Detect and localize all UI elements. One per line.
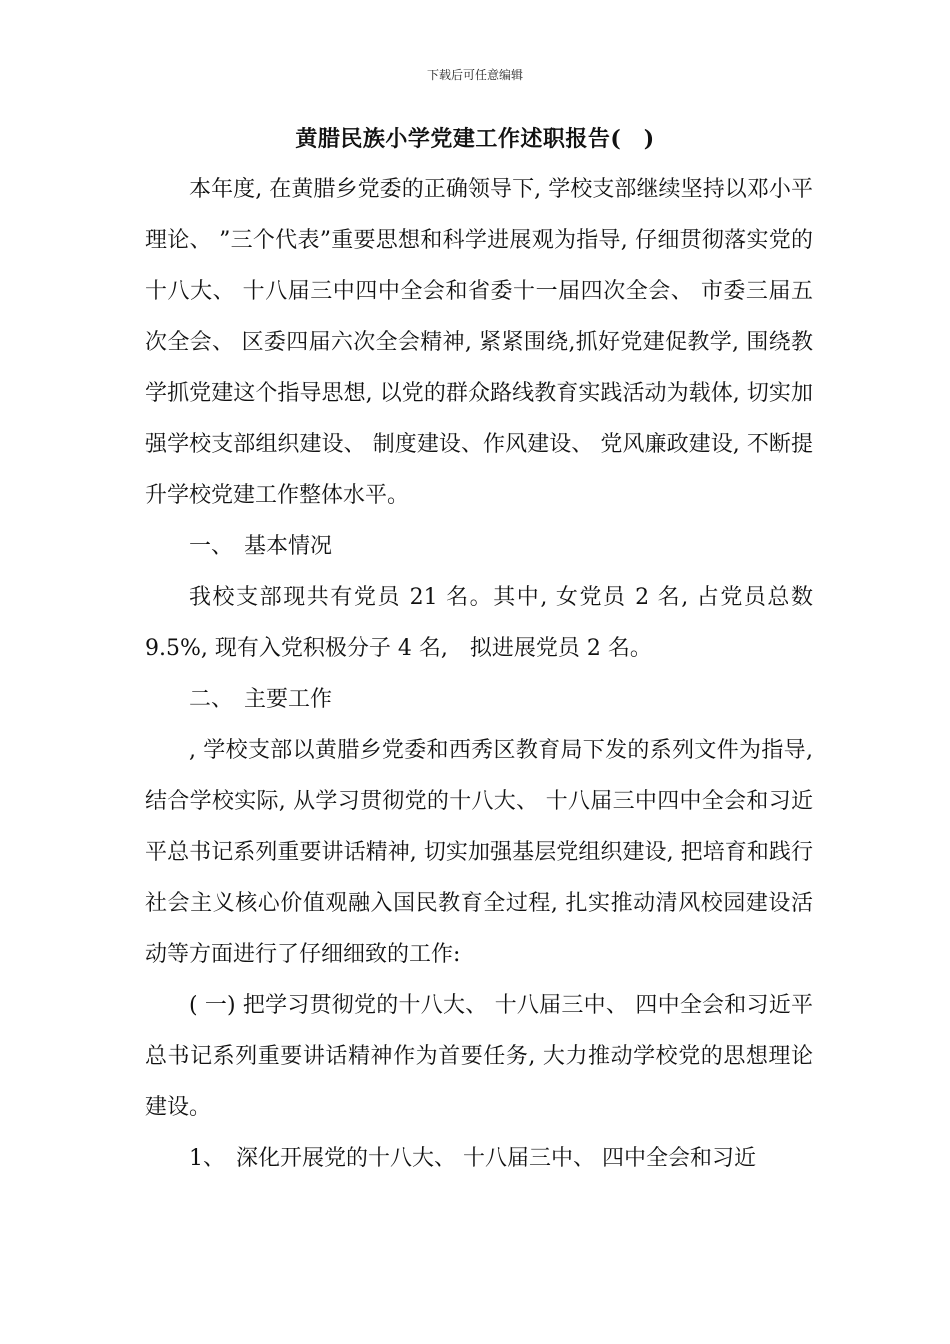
paragraph-member-stats: 我校支部现共有党员 21 名。其中, 女党员 2 名, 占党员总数 9.5%, 现有入党积极分子 4 名, 拟进展党员 2 名。 — [145, 585, 813, 661]
section-heading-basic-situation: 一、 基本情况 — [189, 534, 333, 559]
paragraph-main-work: , 学校支部以黄腊乡党委和西秀区教育局下发的系列文件为指导, 结合学校实际, 从学习贯彻党的十八大、 十八届三中四中全会和习近平总书记系列重要讲话精神, 切实加强基层党组织建设, 把培育和践行社会主义核心价值观融入国民教育全过程, 扎实推动清风校园建设活动等方面进行了仔细细致的工作: — [145, 738, 813, 967]
section-heading-main-work: 二、 主要工作 — [189, 687, 333, 712]
download-note: 下载后可任意编辑 — [426, 68, 523, 82]
document-title: 黄腊民族小学党建工作述职报告( ) — [295, 126, 655, 152]
document-body — [145, 164, 813, 1184]
paragraph-item-one: 1、 深化开展党的十八大、 十八届三中、 四中全会和习近 — [189, 1146, 756, 1171]
paragraph-subsection-one: ( 一) 把学习贯彻党的十八大、 十八届三中、 四中全会和习近平总书记系列重要讲话精神作为首要任务, 大力推动学校党的思想理论建设。 — [145, 993, 813, 1120]
paragraph-intro: 本年度, 在黄腊乡党委的正确领导下, 学校支部继续坚持以邓小平理论、 ”三个代表”重要思想和科学进展观为指导, 仔细贯彻落实党的十八大、 十八届三中四中全会和省委十一届四次全会、 市委三届五次全会、 区委四届六次全会精神, 紧紧围绕,抓好党建促教学, 围绕教学抓党建这个指导思想, 以党的群众路线教育实践活动为载体, 切实加强学校支部组织建设、 制度建设、作风建设、 党风廉政建设, 不断提升学校党建工作整体水平。 — [145, 177, 813, 508]
